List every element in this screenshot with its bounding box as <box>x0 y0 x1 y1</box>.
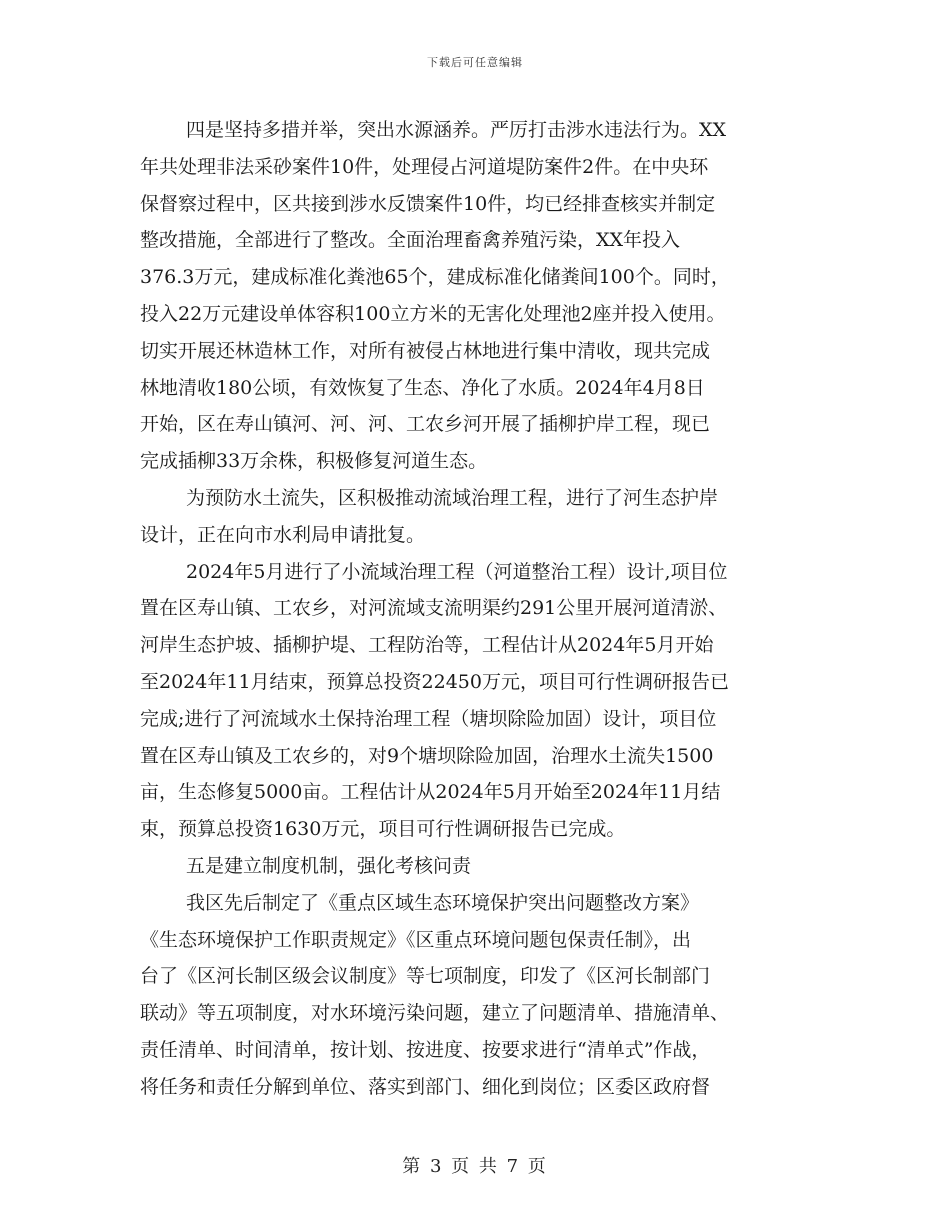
text-line: 完成插柳33万余株，积极修复河道生态。 <box>140 450 488 473</box>
text-line: 投入22万元建设单体容积100立方米的无害化处理池2座并投入使用。 <box>140 302 726 325</box>
text-line: 台了《区河长制区级会议制度》等七项制度，印发了《区河长制部门 <box>140 965 711 988</box>
text-line: 切实开展还林造林工作，对所有被侵占林地进行集中清收，现共完成 <box>140 339 711 362</box>
text-line: 设计，正在向市水利局申请批复。 <box>140 523 426 546</box>
text-line: 将任务和责任分解到单位、落实到部门、细化到岗位；区委区政府督 <box>140 1075 711 1098</box>
text-line: 责任清单、时间清单，按计划、按进度、按要求进行“清单式”作战， <box>140 1038 711 1061</box>
text-line: 开始，区在寿山镇河、河、河、工农乡河开展了插柳护岸工程，现已 <box>140 413 711 436</box>
text-line: 保督察过程中，区共接到涉水反馈案件10件，均已经排查核实并制定 <box>140 192 716 215</box>
text-line: 四是坚持多措并举，突出水源涵养。严厉打击涉水违法行为。XX <box>186 119 727 141</box>
section-heading-mechanism <box>140 848 812 885</box>
paragraph-regulations <box>140 885 812 1106</box>
paragraph-soil-erosion <box>140 480 812 554</box>
document-body <box>140 112 812 1106</box>
text-line: 河岸生态护坡、插柳护堤、工程防治等，工程估计从2024年5月开始 <box>140 634 714 657</box>
text-line: 2024年5月进行了小流域治理工程（河道整治工程）设计,项目位 <box>186 560 728 583</box>
paragraph-watershed-project <box>140 554 812 848</box>
page-header-note: 下载后可任意编辑 <box>427 56 523 69</box>
text-line: 置在区寿山镇、工农乡，对河流域支流明渠约291公里开展河道清淤、 <box>140 597 728 620</box>
text-line: 我区先后制定了《重点区域生态环境保护突出问题整改方案》 <box>186 891 700 914</box>
text-line: 亩，生态修复5000亩。工程估计从2024年5月开始至2024年11月结 <box>140 781 721 804</box>
text-line: 束，预算总投资1630万元，项目可行性调研报告已完成。 <box>140 818 626 841</box>
text-line: 376.3万元，建成标准化粪池65个，建成标准化储粪间100个。同时， <box>140 266 730 289</box>
text-line: 至2024年11月结束，预算总投资22450万元，项目可行性调研报告已 <box>140 670 729 693</box>
text-line: 五是建立制度机制，强化考核问责 <box>186 854 472 877</box>
text-line: 年共处理非法采砂案件10件，处理侵占河道堤防案件2件。在中央环 <box>140 155 709 178</box>
text-line: 为预防水土流失，区积极推动流域治理工程，进行了河生态护岸 <box>186 486 719 509</box>
text-line: 整改措施，全部进行了整改。全面治理畜禽养殖污染，XX年投入 <box>140 229 681 252</box>
text-line: 置在区寿山镇及工农乡的，对9个塘坝除险加固，治理水土流失1500 <box>140 744 714 767</box>
text-line: 联动》等五项制度，对水环境污染问题，建立了问题清单、措施清单、 <box>140 1002 730 1025</box>
page-number: 第 3 页 共 7 页 <box>402 1156 548 1177</box>
paragraph-water-source <box>140 112 812 480</box>
text-line: 《生态环境保护工作职责规定》《区重点环境问题包保责任制》，出 <box>140 928 692 951</box>
text-line: 完成;进行了河流域水土保持治理工程（塘坝除险加固）设计，项目位 <box>140 707 717 730</box>
text-line: 林地清收180公顷，有效恢复了生态、净化了水质。2024年4月8日 <box>140 376 705 399</box>
